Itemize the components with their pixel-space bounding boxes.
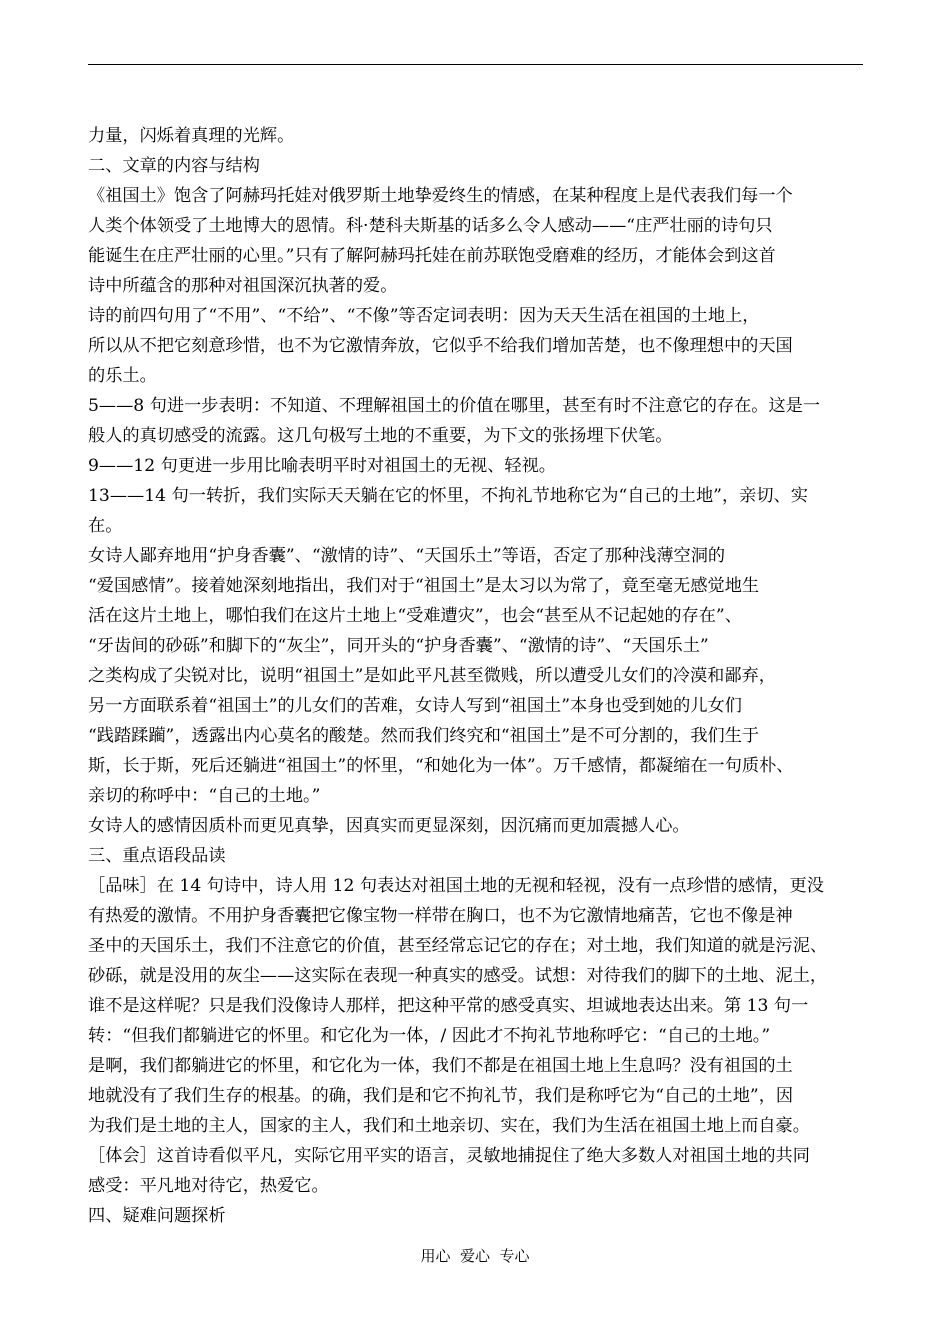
text-line: 《祖国土》饱含了阿赫玛托娃对俄罗斯土地挚爱终生的情感，在某种程度上是代表我们每一个 (88, 186, 793, 206)
text-line: 能诞生在庄严壮丽的心里。”只有了解阿赫玛托娃在前苏联饱受磨难的经历，才能体会到这首 (88, 246, 776, 266)
text-line: 之类构成了尖锐对比，说明“祖国土”是如此平凡甚至微贱，所以遭受儿女们的冷漠和鄙弃， (88, 666, 776, 686)
text-line: 活在这片土地上，哪怕我们在这片土地上“受难遭灾”，也会“甚至从不记起她的存在”、 (88, 606, 742, 626)
page-footer: 用心 爱心 专心 (420, 1247, 530, 1265)
text-line: 在。 (88, 516, 123, 536)
text-line: “牙齿间的砂砾”和脚下的“灰尘”，同开头的“护身香囊”、“激情的诗”、“天国乐土” (88, 636, 709, 656)
text-line: “践踏蹂躏”，透露出内心莫名的酸楚。然而我们终究和“祖国土”是不可分割的，我们生于 (88, 726, 760, 746)
text-line: 是啊，我们都躺进它的怀里，和它化为一体，我们不都是在祖国土地上生息吗？没有祖国的土 (88, 1056, 793, 1076)
text-line: ［体会］这首诗看似平凡，实际它用平实的语言，灵敏地捕捉住了绝大多数人对祖国土地的共同 (88, 1146, 810, 1166)
text-line: “爱国感情”。接着她深刻地指出，我们对于“祖国土”是太习以为常了，竟至毫无感觉地生 (88, 576, 760, 596)
text-line: 转：“但我们都躺进它的怀里。和它化为一体，/ 因此才不拘礼节地称呼它：“自己的土地。” (88, 1026, 771, 1046)
section-heading: 四、疑难问题探析 (88, 1206, 226, 1226)
text-line: 诗的前四句用了“不用”、“不给”、“不像”等否定词表明：因为天天生活在祖国的土地上， (88, 306, 760, 326)
text-line: 人类个体领受了土地博大的恩情。科·楚科夫斯基的话多么令人感动——“庄严壮丽的诗句只 (88, 216, 773, 236)
header-rule (88, 64, 863, 65)
text-line: 砂砾，就是没用的灰尘——这实际在表现一种真实的感受。试想：对待我们的脚下的土地、泥土， (88, 966, 828, 986)
text-line: 般人的真切感受的流露。这几句极写土地的不重要，为下文的张扬埋下伏笔。 (88, 426, 673, 446)
text-line: 诗中所蕴含的那种对祖国深沉执著的爱。 (88, 276, 398, 296)
text-line: 5——8 句进一步表明：不知道、不理解祖国土的价值在哪里，甚至有时不注意它的存在。这是一 (88, 396, 821, 416)
text-line: 9——12 句更进一步用比喻表明平时对祖国土的无视、轻视。 (88, 456, 556, 476)
text-line: 斯，长于斯，死后还躺进“祖国土”的怀里，“和她化为一体”。万千感情，都凝缩在一句质朴、 (88, 756, 794, 776)
text-line: 感受：平凡地对待它，热爱它。 (88, 1176, 329, 1196)
text-line: 13——14 句一转折，我们实际天天躺在它的怀里，不拘礼节地称它为“自己的土地”，亲切、实 (88, 486, 808, 506)
text-line: 亲切的称呼中：“自己的土地。” (88, 786, 321, 806)
text-line: 有热爱的激情。不用护身香囊把它像宝物一样带在胸口，也不为它激情地痛苦，它也不像是神 (88, 906, 793, 926)
text-line: 力量，闪烁着真理的光辉。 (88, 126, 295, 146)
text-line: 女诗人的感情因质朴而更见真挚，因真实而更显深刻，因沉痛而更加震撼人心。 (88, 816, 690, 836)
text-line: 圣中的天国乐土，我们不注意它的价值，甚至经常忘记它的存在；对土地，我们知道的就是污泥、 (88, 936, 828, 956)
text-line: 所以从不把它刻意珍惜，也不为它激情奔放，它似乎不给我们增加苦楚，也不像理想中的天国 (88, 336, 793, 356)
text-line: ［品味］在 14 句诗中，诗人用 12 句表达对祖国土地的无视和轻视，没有一点珍惜的感情，更没 (88, 876, 824, 896)
text-line: 为我们是土地的主人，国家的主人，我们和土地亲切、实在，我们为生活在祖国土地上而自豪。 (88, 1116, 810, 1136)
text-line: 谁不是这样呢？只是我们没像诗人那样，把这种平常的感受真实、坦诚地表达出来。第 13 句一 (88, 996, 809, 1016)
section-heading: 二、文章的内容与结构 (88, 156, 260, 176)
text-line: 地就没有了我们生存的根基。的确，我们是和它不拘礼节，我们是称呼它为“自己的土地”，因 (88, 1086, 794, 1106)
text-line: 女诗人鄙弃地用“护身香囊”、“激情的诗”、“天国乐土”等语，否定了那种浅薄空洞的 (88, 546, 726, 566)
section-heading: 三、重点语段品读 (88, 846, 226, 866)
text-line: 另一方面联系着“祖国土”的儿女们的苦难，女诗人写到“祖国土”本身也受到她的儿女们 (88, 696, 742, 716)
document-body (88, 121, 863, 1231)
text-line: 的乐土。 (88, 366, 157, 386)
